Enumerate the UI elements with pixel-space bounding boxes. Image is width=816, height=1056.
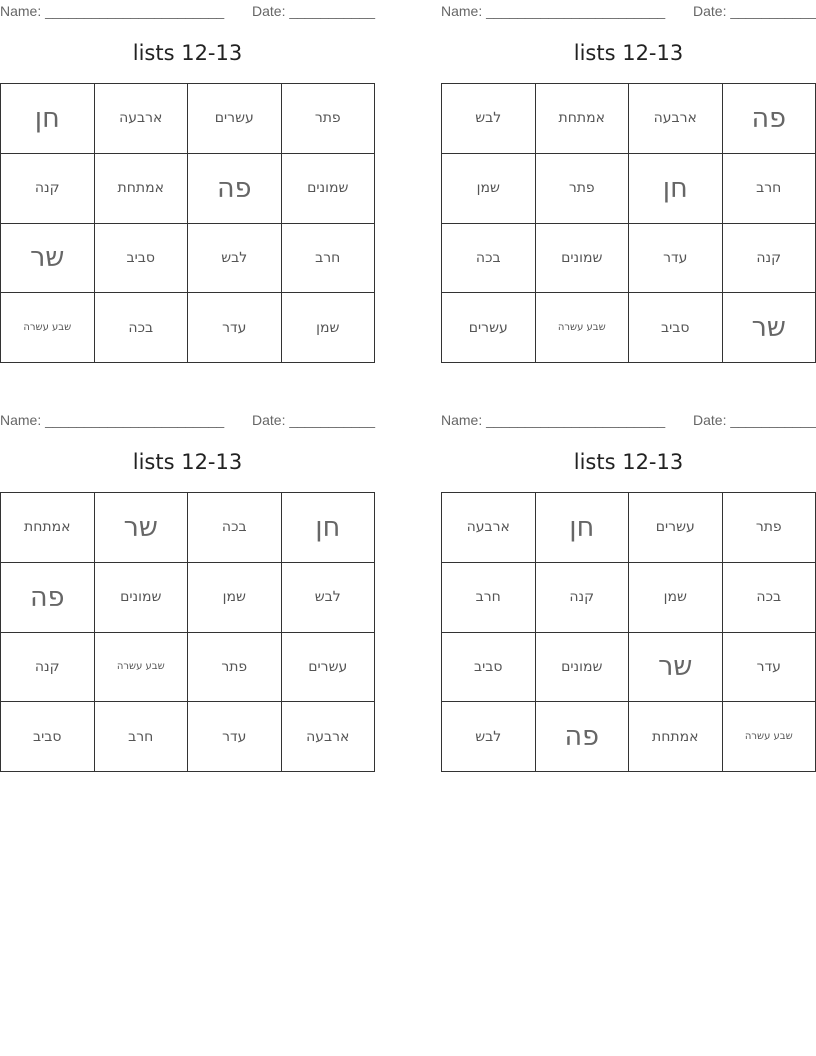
bingo-grid [441, 83, 816, 363]
grid-cell: ארבעה [95, 84, 189, 154]
grid-cell: פתר [536, 154, 630, 224]
grid-cell: עדר [629, 224, 723, 294]
grid-cell: אמתחת [629, 702, 723, 772]
grid-cell: עשרים [629, 493, 723, 563]
grid-cell: עשרים [282, 633, 376, 703]
bingo-grid [441, 492, 816, 772]
grid-cell: אמתחת [536, 84, 630, 154]
grid-cell: עדר [723, 633, 816, 703]
name-field-label: Name: _______________________ [441, 412, 666, 428]
grid-cell: חן [629, 154, 723, 224]
grid-cell: חן [1, 84, 95, 154]
bingo-card-2 [441, 0, 816, 375]
grid-cell: שר [95, 493, 189, 563]
grid-cell: חרב [723, 154, 816, 224]
grid-cell: בכה [442, 224, 536, 294]
grid-cell: עדר [188, 702, 282, 772]
bingo-card-3 [0, 409, 375, 784]
grid-cell: שר [723, 293, 816, 363]
grid-cell: קנה [723, 224, 816, 294]
grid-cell: ארבעה [629, 84, 723, 154]
grid-cell: שמונים [95, 563, 189, 633]
grid-cell: בכה [723, 563, 816, 633]
grid-cell: אמתחת [95, 154, 189, 224]
grid-cell: שמן [629, 563, 723, 633]
grid-cell: לבש [188, 224, 282, 294]
grid-cell: קנה [1, 633, 95, 703]
date-field-label: Date: ___________ [693, 412, 816, 428]
grid-cell: פה [536, 702, 630, 772]
name-field-label: Name: _______________________ [0, 412, 225, 428]
grid-cell: שר [629, 633, 723, 703]
date-field-label: Date: ___________ [252, 412, 375, 428]
card-title: lists 12-13 [132, 450, 243, 474]
grid-cell: שבע עשרה [536, 293, 630, 363]
grid-cell: קנה [536, 563, 630, 633]
grid-cell: שמן [188, 563, 282, 633]
grid-cell: שבע עשרה [95, 633, 189, 703]
grid-cell: עדר [188, 293, 282, 363]
bingo-card-4 [441, 409, 816, 784]
name-field-label: Name: _______________________ [0, 3, 225, 19]
grid-cell: קנה [1, 154, 95, 224]
bingo-grid [0, 83, 375, 363]
grid-cell: חרב [442, 563, 536, 633]
grid-cell: סביב [95, 224, 189, 294]
grid-cell: חן [536, 493, 630, 563]
grid-cell: לבש [442, 702, 536, 772]
grid-cell: ארבעה [282, 702, 376, 772]
bingo-grid [0, 492, 375, 772]
grid-cell: שבע עשרה [1, 293, 95, 363]
grid-cell: חן [282, 493, 376, 563]
grid-cell: בכה [188, 493, 282, 563]
name-field-label: Name: _______________________ [441, 3, 666, 19]
card-title: lists 12-13 [573, 450, 684, 474]
date-field-label: Date: ___________ [693, 3, 816, 19]
grid-cell: שמונים [536, 224, 630, 294]
grid-cell: פה [188, 154, 282, 224]
card-header [441, 3, 816, 19]
grid-cell: שר [1, 224, 95, 294]
grid-cell: פה [723, 84, 816, 154]
card-title: lists 12-13 [573, 41, 684, 65]
grid-cell: חרב [282, 224, 376, 294]
grid-cell: שמונים [536, 633, 630, 703]
date-field-label: Date: ___________ [252, 3, 375, 19]
grid-cell: שמונים [282, 154, 376, 224]
grid-cell: סביב [442, 633, 536, 703]
bingo-card-1 [0, 0, 375, 375]
grid-cell: פה [1, 563, 95, 633]
card-header [0, 3, 375, 19]
card-header [0, 412, 375, 428]
grid-cell: שמן [442, 154, 536, 224]
grid-cell: עשרים [188, 84, 282, 154]
grid-cell: עשרים [442, 293, 536, 363]
grid-cell: פתר [188, 633, 282, 703]
grid-cell: סביב [1, 702, 95, 772]
grid-cell: בכה [95, 293, 189, 363]
grid-cell: אמתחת [1, 493, 95, 563]
grid-cell: פתר [282, 84, 376, 154]
grid-cell: לבש [282, 563, 376, 633]
grid-cell: פתר [723, 493, 816, 563]
card-title: lists 12-13 [132, 41, 243, 65]
grid-cell: ארבעה [442, 493, 536, 563]
grid-cell: חרב [95, 702, 189, 772]
grid-cell: שמן [282, 293, 376, 363]
grid-cell: לבש [442, 84, 536, 154]
card-header [441, 412, 816, 428]
grid-cell: סביב [629, 293, 723, 363]
grid-cell: שבע עשרה [723, 702, 816, 772]
